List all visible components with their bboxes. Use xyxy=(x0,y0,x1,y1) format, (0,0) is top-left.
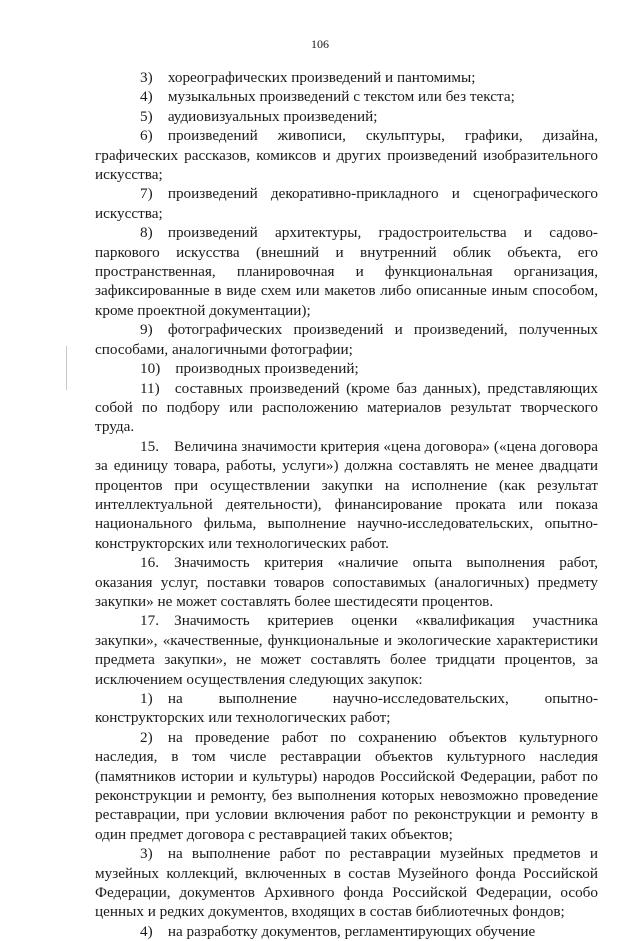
list-item-7: 7) произведений декоративно-прикладного и сценографического искусства; xyxy=(95,185,598,222)
sub-item-2: 2) на проведение работ по сохранению объектов культурного наследия, в том числе реставрации объектов культурного наследия (памятников истории и культуры) народов Российской Федерации, работ по реконструкции и ремонту, без выполнения которых невозможно проведение реставрации, при условии включения работ по реконструкции и ремонту в один предмет договора с реставрацией таких объектов; xyxy=(95,728,598,843)
page-number: 106 xyxy=(311,37,329,51)
sub-item-4: 4) на разработку документов, регламентирующих обучение xyxy=(140,922,536,940)
list-item-5: 5) аудиовизуальных произведений; xyxy=(140,107,378,125)
list-item-8: 8) произведений архитектуры, градостроительства и садово-паркового искусства (внешний и внутренний облик объекта, его пространственная, планировочная и функциональная организация, зафиксированные в виде схем или макетов либо описанные иным способом, кроме проектной документации); xyxy=(95,224,598,319)
list-item-11: 11) составных произведений (кроме баз данных), представляющих собой по подбору или расположению материалов результат творческого труда. xyxy=(95,379,598,436)
sub-item-3: 3) на выполнение работ по реставрации музейных предметов и музейных коллекций, включенных в состав Музейного фонда Российской Федерации, документов Архивного фонда Российской Федерации, особо ценных и редких документов, входящих в состав библиотечных фондов; xyxy=(95,845,598,921)
list-item-10: 10) производных произведений; xyxy=(140,360,359,378)
clause-15: 15. Величина значимости критерия «цена договора» («цена договора за единицу товара, работы, услуги») должна составлять не менее двадцати процентов при осуществлении закупки на исполнение (как результат интеллектуальной деятельности), финансирование проката или показа национального фильма, выполнение научно-исследовательских, опытно-конструкторских или технологических работ. xyxy=(95,437,598,552)
list-item-4: 4) музыкальных произведений с текстом или без текста; xyxy=(140,88,515,106)
clause-17: 17. Значимость критериев оценки «квалификация участника закупки», «качественные, функциональные и экологические характеристики предмета закупки», не может составлять более тридцати процентов, за исключением осуществления следующих закупок: xyxy=(95,612,598,688)
body-text xyxy=(95,68,598,941)
sub-item-1: 1) на выполнение научно-исследовательских, опытно-конструкторских или технологических работ; xyxy=(95,690,598,727)
list-item-9: 9) фотографических произведений и произведений, полученных способами, аналогичными фотографии; xyxy=(95,321,598,358)
scan-edge-mark xyxy=(66,346,67,390)
clause-16: 16. Значимость критерия «наличие опыта выполнения работ, оказания услуг, поставки товаров сопоставимых (аналогичных) предмету закупки» не может составлять более шестидесяти процентов. xyxy=(95,554,598,610)
list-item-6: 6) произведений живописи, скульптуры, графики, дизайна, графических рассказов, комиксов и других произведений изобразительного искусства; xyxy=(95,127,598,184)
list-item-3: 3) хореографических произведений и пантомимы; xyxy=(140,69,476,86)
